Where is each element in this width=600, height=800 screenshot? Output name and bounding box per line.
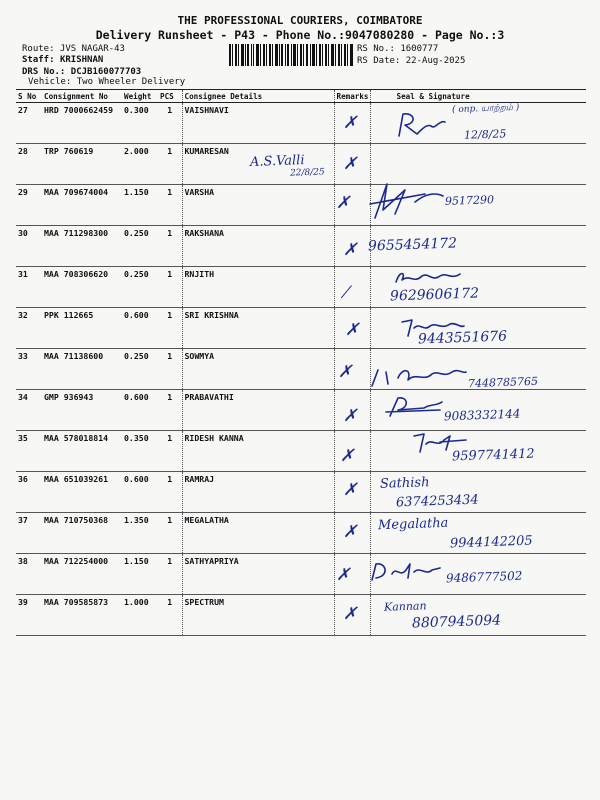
row-sno: 36	[16, 472, 42, 513]
remark-mark-37: ✗	[343, 522, 358, 542]
table-row	[16, 472, 586, 513]
row-consignment-no: MAA 709674004	[42, 185, 122, 226]
drs-line	[22, 67, 141, 77]
remark-mark-36: ✗	[343, 480, 358, 500]
row-pcs: 1	[158, 144, 182, 185]
row-pcs: 1	[158, 513, 182, 554]
hand-row37-phone: 9944142205	[449, 533, 533, 552]
remark-mark-33: ✗	[338, 362, 353, 382]
row-consignment-no: HRD 7000662459	[42, 103, 122, 144]
row-weight: 0.250	[122, 349, 158, 390]
row-pcs: 1	[158, 226, 182, 267]
table-row	[16, 267, 586, 308]
remark-mark-38: ✗	[336, 565, 351, 585]
remark-mark-32: ✗	[345, 320, 360, 340]
row-weight: 0.600	[122, 472, 158, 513]
row-sno: 30	[16, 226, 42, 267]
row-sno: 35	[16, 431, 42, 472]
row-sno: 38	[16, 554, 42, 595]
row-consignment-no: MAA 709585873	[42, 595, 122, 636]
row-consignee: RAMRAJ	[182, 472, 334, 513]
signature-29	[365, 180, 445, 220]
drs-number: DCJB160077703	[70, 67, 142, 77]
row-pcs: 1	[158, 103, 182, 144]
row-consignment-no: MAA 708306620	[42, 267, 122, 308]
remark-mark-35: ✗	[340, 446, 355, 466]
row-consignment-no: MAA 651039261	[42, 472, 122, 513]
hand-row27-date: 12/8/25	[463, 127, 507, 142]
remark-mark-29: ✗	[336, 193, 351, 213]
row-consignment-no: PPK 112665	[42, 308, 122, 349]
hand-row30-phone: 9655454172	[367, 235, 458, 255]
row-weight: 0.250	[122, 267, 158, 308]
row-weight: 0.600	[122, 308, 158, 349]
signature-33	[368, 364, 468, 390]
hand-row28-date: 22/8/25	[289, 167, 325, 179]
col-signature: Seal & Signature	[370, 90, 586, 103]
row-consignee: VARSHA	[182, 185, 334, 226]
vehicle: Vehicle: Two Wheeler Delivery	[28, 77, 186, 87]
company-name: THE PROFESSIONAL COURIERS, COIMBATORE	[177, 14, 423, 27]
row-sno: 37	[16, 513, 42, 554]
col-pcs: PCS	[158, 90, 182, 103]
signature-27	[395, 110, 455, 140]
row-weight: 1.000	[122, 595, 158, 636]
hand-row35-phone: 9597741412	[451, 446, 535, 465]
row-pcs: 1	[158, 472, 182, 513]
row-weight: 2.000	[122, 144, 158, 185]
remark-mark-30: ✗	[343, 240, 358, 260]
remark-mark-34: ✗	[343, 406, 358, 426]
barcode-image	[229, 44, 353, 66]
hand-row27-note: ( опр. யாற்றம் )	[451, 102, 520, 116]
row-consignee: RIDESH KANNA	[182, 431, 334, 472]
rs-number: RS No.: 1600777	[357, 44, 439, 54]
hand-row29-phone: 9517290	[444, 193, 495, 208]
row-pcs: 1	[158, 431, 182, 472]
table-header-row	[16, 90, 586, 103]
row-weight: 1.350	[122, 513, 158, 554]
row-pcs: 1	[158, 308, 182, 349]
row-weight: 0.300	[122, 103, 158, 144]
row-pcs: 1	[158, 390, 182, 431]
drs-label: DRS No.:	[22, 67, 66, 77]
row-sno: 31	[16, 267, 42, 308]
col-weight: Weight	[122, 90, 158, 103]
row-signature	[370, 144, 586, 185]
row-pcs: 1	[158, 267, 182, 308]
staff-label: Staff:	[22, 55, 55, 65]
route: Route: JVS NAGAR-43	[22, 44, 125, 54]
row-consignment-no: GMP 936943	[42, 390, 122, 431]
hand-row28-note: A.S.Valli	[249, 153, 305, 170]
hand-row34-phone: 9083332144	[443, 406, 521, 424]
row-sno: 28	[16, 144, 42, 185]
row-pcs: 1	[158, 554, 182, 595]
hand-row31-phone: 9629606172	[389, 285, 480, 305]
row-sno: 32	[16, 308, 42, 349]
col-consignment: Consignment No	[42, 90, 122, 103]
col-remarks: Remarks	[334, 90, 370, 103]
row-sno: 33	[16, 349, 42, 390]
hand-row39-phone: 8807945094	[411, 612, 502, 632]
remark-mark-31: ⁄	[345, 283, 348, 303]
hand-row36-name: Sathish	[379, 475, 430, 492]
rs-date: RS Date: 22-Aug-2025	[357, 56, 466, 66]
row-pcs: 1	[158, 185, 182, 226]
row-sno: 34	[16, 390, 42, 431]
row-consignment-no: MAA 712254000	[42, 554, 122, 595]
row-consignee: SRI KRISHNA	[182, 308, 334, 349]
hand-row32-phone: 9443551676	[417, 328, 508, 348]
row-consignee: SPECTRUM	[182, 595, 334, 636]
col-sno: S No	[16, 90, 42, 103]
col-consignee: Consignee Details	[182, 90, 334, 103]
row-sno: 29	[16, 185, 42, 226]
signature-38	[368, 560, 444, 584]
row-weight: 1.150	[122, 554, 158, 595]
row-consignment-no: TRP 760619	[42, 144, 122, 185]
row-weight: 1.150	[122, 185, 158, 226]
row-consignment-no: MAA 711298300	[42, 226, 122, 267]
row-consignee: RNJITH	[182, 267, 334, 308]
hand-row33-phone: 7448785765	[467, 374, 539, 391]
runsheet-title: Delivery Runsheet - P43 - Phone No.:9047080280 - Page No.:3	[95, 28, 505, 42]
row-consignee: VAISHNAVI	[182, 103, 334, 144]
row-pcs: 1	[158, 349, 182, 390]
row-consignee: PRABAVATHI	[182, 390, 334, 431]
row-consignee: KUMARESAN	[182, 144, 334, 185]
signature-34	[384, 394, 444, 420]
row-consignment-no: MAA 710750368	[42, 513, 122, 554]
signature-35	[410, 430, 470, 456]
hand-row38-phone: 9486777502	[445, 568, 523, 586]
staff-line	[22, 55, 103, 65]
hand-row39-name: Kannan	[383, 599, 427, 614]
row-weight: 0.600	[122, 390, 158, 431]
table-row	[16, 226, 586, 267]
row-sno: 39	[16, 595, 42, 636]
staff-name: KRISHNAN	[59, 55, 104, 65]
row-consignee: SATHYAPRIYA	[182, 554, 334, 595]
row-pcs: 1	[158, 595, 182, 636]
signature-31	[392, 268, 472, 288]
row-consignee: MEGALATHA	[182, 513, 334, 554]
hand-row36-phone: 6374253434	[395, 492, 479, 511]
hand-row37-name: Megalatha	[377, 515, 449, 534]
row-weight: 0.350	[122, 431, 158, 472]
row-consignee: RAKSHANA	[182, 226, 334, 267]
row-remarks	[334, 267, 370, 308]
row-sno: 27	[16, 103, 42, 144]
row-weight: 0.250	[122, 226, 158, 267]
remark-mark-27: ✗	[343, 113, 358, 133]
remark-mark-39: ✗	[343, 604, 358, 624]
remark-mark-28: ✗	[343, 154, 358, 174]
row-consignee: SOWMYA	[182, 349, 334, 390]
table-row	[16, 185, 586, 226]
signature-32	[398, 316, 468, 338]
row-consignment-no: MAA 71138600	[42, 349, 122, 390]
row-consignment-no: MAA 578018814	[42, 431, 122, 472]
